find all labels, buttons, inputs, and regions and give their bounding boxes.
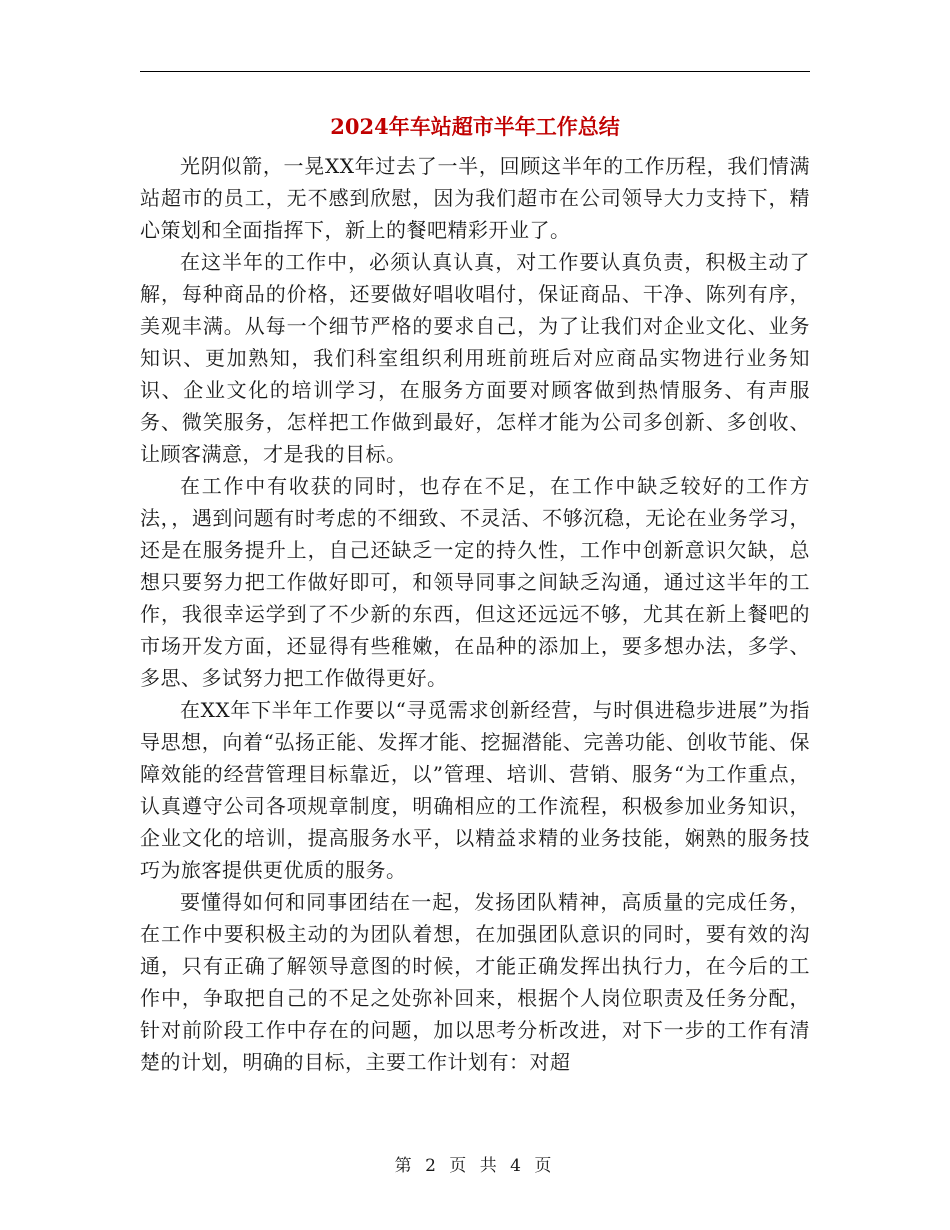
paragraph-1: 光阴似箭，一晃XX年过去了一半，回顾这半年的工作历程，我们情满站超市的员工，无不感到欣慰，因为我们超市在公司领导大力支持下，精心策划和全面指挥下，新上的餐吧精彩开业了。 [140,154,810,242]
document-title: 2024年车站超市半年工作总结 [330,114,620,139]
paragraph-4: 在XX年下半年工作要以“寻觅需求创新经营，与时俱进稳步进展”为指导思想，向着“弘扬正能、发挥才能、挖掘潜能、完善功能、创收节能、保障效能的经营管理目标靠近，以”管理、培训、营销、服务“为工作重点，认真遵守公司各项规章制度，明确相应的工作流程，积极参加业务知识，企业文化的培训，提高服务水平，以精益求精的业务技能，娴熟的服务技巧为旅客提供更优质的服务。 [140,698,810,882]
header-rule [140,71,810,72]
paragraph-5: 要懂得如何和同事团结在一起，发扬团队精神，高质量的完成任务，在工作中要积极主动的为团队着想，在加强团队意识的同时，要有效的沟通，只有正确了解领导意图的时候，才能正确发挥出执行力，在今后的工作中，争取把自己的不足之处弥补回来，根据个人岗位职责及任务分配，针对前阶段工作中存在的问题，加以思考分析改进，对下一步的工作有清楚的计划，明确的目标，主要工作计划有：对超 [140,890,810,1074]
document-body [140,150,810,1078]
page-number-footer: 第 2 页 共 4 页 [394,1156,556,1176]
paragraph-2: 在这半年的工作中，必须认真认真，对工作要认真负责，积极主动了解，每种商品的价格，还要做好唱收唱付，保证商品、干净、陈列有序，美观丰满。从每一个细节严格的要求自己，为了让我们对企业文化、业务知识、更加熟知，我们科室组织利用班前班后对应商品实物进行业务知识、企业文化的培训学习，在服务方面要对顾客做到热情服务、有声服务、微笑服务，怎样把工作做到最好，怎样才能为公司多创新、多创收、让顾客满意，才是我的目标。 [140,250,810,466]
paragraph-3: 在工作中有收获的同时，也存在不足，在工作中缺乏较好的工作方法，，遇到问题有时考虑的不细致、不灵活、不够沉稳，无论在业务学习，还是在服务提升上，自己还缺乏一定的持久性，工作中创新意识欠缺，总想只要努力把工作做好即可，和领导同事之间缺乏沟通，通过这半年的工作，我很幸运学到了不少新的东西，但这还远远不够，尤其在新上餐吧的市场开发方面，还显得有些稚嫩，在品种的添加上，要多想办法，多学、多思、多试努力把工作做得更好。 [140,474,810,690]
